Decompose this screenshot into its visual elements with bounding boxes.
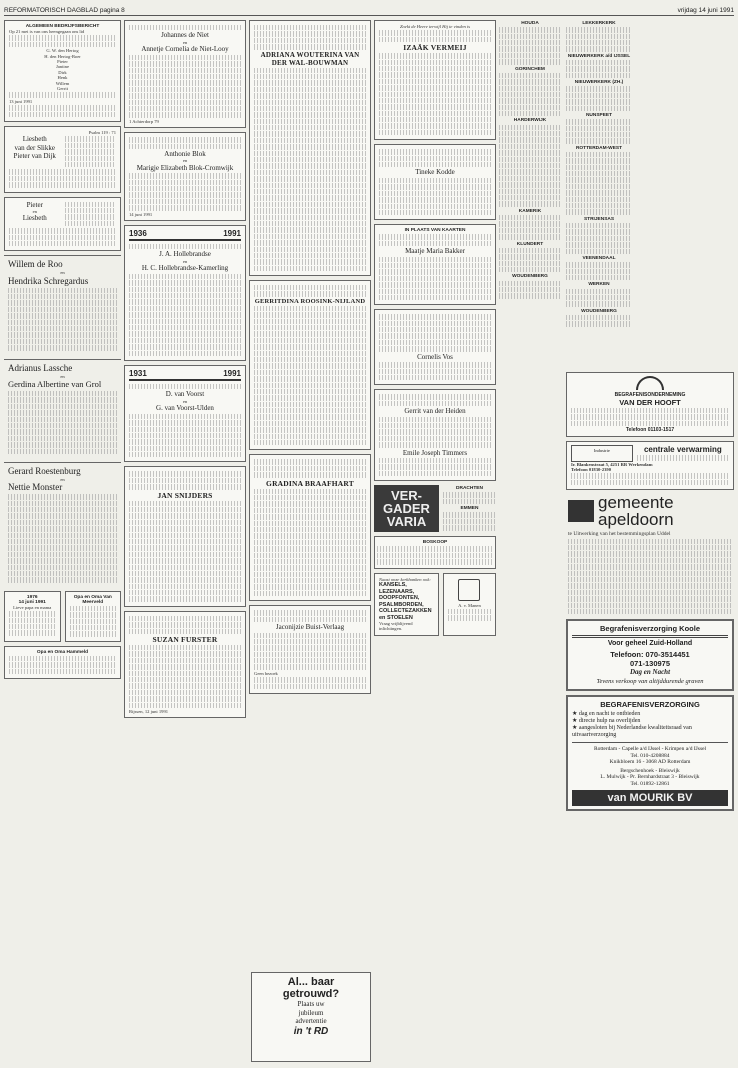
notice-pieter-liesbeth bbox=[4, 197, 121, 252]
ad-text: te Uitwerking van het bestemmingsplan Uddel bbox=[568, 531, 671, 538]
ad-title: BEGRAFENISONDERNEMING bbox=[614, 392, 686, 398]
ad-slogan: Tevens verkoop van altijddurende graven bbox=[596, 678, 704, 686]
ad-items: KANSELS, LEZENAARS, DOOPFONTEN, PSALMBORDEN, COLLECTEZAKKEN en STOELEN bbox=[379, 582, 432, 621]
notice-van-voorst bbox=[124, 365, 246, 463]
deceased-name: Cornelis Vos bbox=[417, 352, 453, 361]
ad-phone: Telefoon 01103-1517 bbox=[625, 427, 675, 434]
verse: Zoekt de Heere terwijl Hij te vinden is bbox=[399, 24, 471, 29]
column-3 bbox=[249, 20, 371, 1062]
deceased-name: IZAÄK VERMEIJ bbox=[403, 43, 467, 53]
name: G. van Voorst-Ulden bbox=[156, 404, 214, 413]
name: D. van Voorst bbox=[165, 390, 205, 399]
ad-gemeente-apeldoorn bbox=[566, 494, 734, 615]
notice-van-der-wal bbox=[249, 20, 371, 276]
name-sep: en bbox=[60, 270, 65, 276]
notice-opa-oma-hammeld bbox=[4, 646, 121, 679]
ad-logo-text: A. v. Manen bbox=[458, 602, 481, 608]
couple-name: Gerard Roestenburg bbox=[8, 465, 81, 476]
ad-title: apeldoorn bbox=[598, 510, 674, 530]
notice-braafhart bbox=[249, 454, 371, 601]
deceased-name: Maatje Maria Bakker bbox=[405, 247, 465, 256]
notice-date: 13 juni 1991 bbox=[9, 98, 33, 104]
deceased-name: GRADINA BRAAFHART bbox=[266, 478, 354, 488]
date: 14 juni 1991 bbox=[18, 599, 46, 605]
couple-name: Hendrika Schregardus bbox=[8, 275, 89, 286]
ad-address: Rotterdam - Capelle a/d IJssel - Krimpen a/d IJssel Tel. 010-4208884 Knikbloem 16 - 3068 AD Rotterdam Bergschenhoek - Bleiswijk L. Mulwijk - Pr. Bernhardstraat 3 - Bleiswijk Tel. 01892-12861 bbox=[593, 746, 707, 787]
ad-koole bbox=[566, 619, 734, 691]
verse: Psalm 119 : 71 bbox=[88, 130, 116, 136]
notice-bedrijfsbericht bbox=[4, 20, 121, 122]
column-1 bbox=[4, 20, 121, 1062]
name-sep: en bbox=[32, 209, 37, 215]
name-sep: en bbox=[182, 398, 188, 404]
name: Johannes de Niet bbox=[161, 31, 209, 40]
couple-name: Nettie Monster bbox=[8, 482, 63, 493]
church-logo-icon bbox=[458, 579, 480, 601]
ad-line: jubileum bbox=[298, 1008, 324, 1017]
name: Liesbeth bbox=[22, 214, 47, 223]
name: Pieter bbox=[26, 200, 43, 209]
name-sep: en bbox=[182, 158, 188, 164]
header-right: vrijdag 14 juni 1991 bbox=[677, 7, 734, 14]
ad-line: advertentie bbox=[295, 1017, 327, 1025]
notice-lieve-papa bbox=[4, 591, 61, 642]
ad-title: gemeente bbox=[598, 494, 674, 513]
ad-begrafenisverzorging bbox=[566, 695, 734, 811]
apeldoorn-logo-icon bbox=[568, 500, 594, 522]
year-start: 1936 bbox=[129, 229, 147, 239]
notice-suzan-furster bbox=[124, 611, 246, 718]
church-services: DRACHTEN EMMEN bbox=[443, 485, 496, 532]
notice-de-niet bbox=[124, 20, 246, 128]
name-sep: en bbox=[182, 258, 188, 264]
ad-sub: Voor geheel Zuid-Holland bbox=[607, 640, 693, 648]
ad-foot: Vraag vrijblijvend inlichtingen. bbox=[379, 621, 413, 632]
deceased-name: Tineke Kodde bbox=[415, 168, 455, 177]
name-sep: en bbox=[60, 476, 65, 482]
ad-intro: Naast onze kerkbanken ook: bbox=[379, 576, 431, 582]
notice-jan-snijders bbox=[124, 466, 246, 606]
date: 14 juni 1991 bbox=[129, 211, 153, 217]
name: Pieter van Dijk bbox=[13, 152, 56, 161]
header-left: REFORMATORISCH DAGBLAD pagina 8 bbox=[4, 7, 125, 14]
right-ad-column bbox=[566, 372, 734, 1062]
deceased-name: Emile Joseph Timmers bbox=[402, 448, 468, 457]
column-5-churches bbox=[499, 20, 561, 370]
ad-phone: 071-130975 bbox=[629, 659, 671, 669]
ad-naast-kerkbanken bbox=[374, 573, 439, 636]
year-start: 1931 bbox=[129, 368, 147, 378]
ad-line: Al... baar bbox=[287, 976, 335, 988]
small-notices-row bbox=[4, 591, 121, 646]
notice-roestenburg bbox=[4, 462, 121, 587]
family-list: G. W. den Hertog H. den Hertog-Boer Pieter Jantine Dirk Henk Willem Gerrit bbox=[44, 48, 81, 92]
note: Geen bezoek bbox=[254, 670, 278, 676]
notice-buist bbox=[249, 605, 371, 694]
ad-phone: Telefoon: 070-3514451 bbox=[610, 650, 690, 660]
couple-name: Gerdina Albertine van Grol bbox=[8, 379, 102, 389]
name: Liesbeth bbox=[22, 135, 47, 144]
couple-name: Adrianus Lassche bbox=[8, 362, 73, 373]
van-mourik-logo: van MOURIK BV bbox=[572, 790, 728, 806]
deceased-name: Jaconijzie Buist-Verlaag bbox=[275, 623, 345, 632]
name: Marigje Elizabeth Blok-Cromwijk bbox=[136, 163, 234, 172]
couple-name: Willem de Roo bbox=[8, 259, 63, 270]
name: van der Slikke bbox=[14, 143, 55, 152]
deceased-name: Gerrit van der Heiden bbox=[404, 407, 466, 416]
ad-line: in 't RD bbox=[293, 1025, 329, 1037]
sub: Lieve papa en mama bbox=[13, 604, 52, 610]
ad-phone: Telefoon 01830-2390 bbox=[571, 466, 612, 472]
page-header bbox=[4, 4, 734, 16]
vergader-row bbox=[374, 485, 496, 532]
notice-van-der-heiden bbox=[374, 389, 496, 481]
name-sep: en bbox=[60, 373, 65, 379]
name: H. C. Hollebrandse-Kamerling bbox=[141, 264, 229, 273]
ad-title: centrale verwarming bbox=[643, 445, 722, 455]
notice-lassche bbox=[4, 359, 121, 458]
notice-head: ALGEMEEN BEDRIJFSBERICHT bbox=[25, 24, 100, 29]
bottom-ads-row bbox=[374, 573, 496, 640]
notice-vos bbox=[374, 309, 496, 385]
ad-manen bbox=[443, 573, 496, 636]
notice-roosink bbox=[249, 280, 371, 450]
ad-line: getrouwd? bbox=[282, 988, 340, 1000]
vergader-varia-logo: VER- GADER VARIA bbox=[374, 485, 439, 532]
column-2 bbox=[124, 20, 246, 1062]
name: Annetje Cornelia de Niet-Looy bbox=[141, 45, 229, 54]
ad-line: Plaats uw bbox=[297, 1000, 325, 1008]
ad-centrale-verwarming bbox=[566, 441, 734, 490]
address: 1 Achterdorp 79 bbox=[129, 118, 159, 124]
ad-al-getrouwd bbox=[251, 972, 371, 1062]
date: Rijssen, 12 juni 1991 bbox=[129, 708, 169, 714]
deceased-name: SUZAN FURSTER bbox=[152, 635, 218, 645]
ad-hours: Dag en Nacht bbox=[629, 668, 671, 677]
ad-address: Ir. Blankenstraat 5, 4251 RR Werkendam bbox=[571, 461, 653, 467]
notice-bakker bbox=[374, 224, 496, 305]
ad-van-der-hooft bbox=[566, 372, 734, 437]
deceased-name: GERRITDINA ROOSINK-NIJLAND bbox=[254, 297, 366, 305]
year-end: 1991 bbox=[223, 229, 241, 239]
church-list-b: LEKKERKERK NIEUWERKERK a/d IJSSEL NIEUWERKERK (ZH.) NUNSPEET ROTTERDAM-WEST STRIJENSAS VEENENDAAL WERKEN WOUDENBERG bbox=[566, 20, 632, 327]
notice-hollebrandse bbox=[124, 225, 246, 361]
name-sep: en bbox=[182, 39, 188, 45]
notice-kodde bbox=[374, 144, 496, 220]
name: J. A. Hollebrandse bbox=[159, 250, 211, 259]
year: 1976 bbox=[26, 594, 38, 600]
ad-sub: Industrie bbox=[571, 445, 633, 461]
church-list-a: HOUDA GORINCHEM HARDERWIJK KAMERIK KLUNDERT WOUDENBERG bbox=[499, 20, 561, 299]
ad-bullets: ★ dag en nacht te ontbieden ★ directe hulp na overlijden ★ aangesloten bij Nederlandse kwaliteitsraad van uitvaartverzorging bbox=[572, 711, 692, 739]
head: Opa en Oma Van Meerveld bbox=[73, 594, 112, 605]
notice-wedding-liesbeth bbox=[4, 126, 121, 193]
head: Opa en Oma Hammeld bbox=[36, 649, 89, 655]
name: Anthonie Blok bbox=[164, 149, 206, 158]
deceased-name: JAN SNIJDERS bbox=[157, 490, 213, 500]
column-4 bbox=[374, 20, 496, 1062]
deceased-name: ADRIANA WOUTERINA VAN DER WAL-BOUWMAN bbox=[260, 50, 360, 67]
notice-blok bbox=[124, 132, 246, 221]
notice-opa-oma bbox=[65, 591, 122, 642]
church-boskoop: BOSKOOP bbox=[374, 536, 496, 568]
notice-intro: Op 21 mei is van ons heengegaan ons lid bbox=[9, 29, 85, 34]
ad-title: Begrafenisverzorging Koole bbox=[599, 624, 701, 634]
notice-head: IN PLAATS VAN KAARTEN bbox=[404, 228, 466, 234]
notice-de-roo bbox=[4, 255, 121, 354]
year-end: 1991 bbox=[223, 368, 241, 378]
notice-vermeij bbox=[374, 20, 496, 140]
column-6-churches bbox=[566, 20, 632, 370]
ad-title: BEGRAFENISVERZORGING bbox=[600, 700, 700, 710]
ad-name: VAN DER HOOFT bbox=[619, 398, 681, 407]
arch-logo-icon bbox=[636, 376, 664, 390]
